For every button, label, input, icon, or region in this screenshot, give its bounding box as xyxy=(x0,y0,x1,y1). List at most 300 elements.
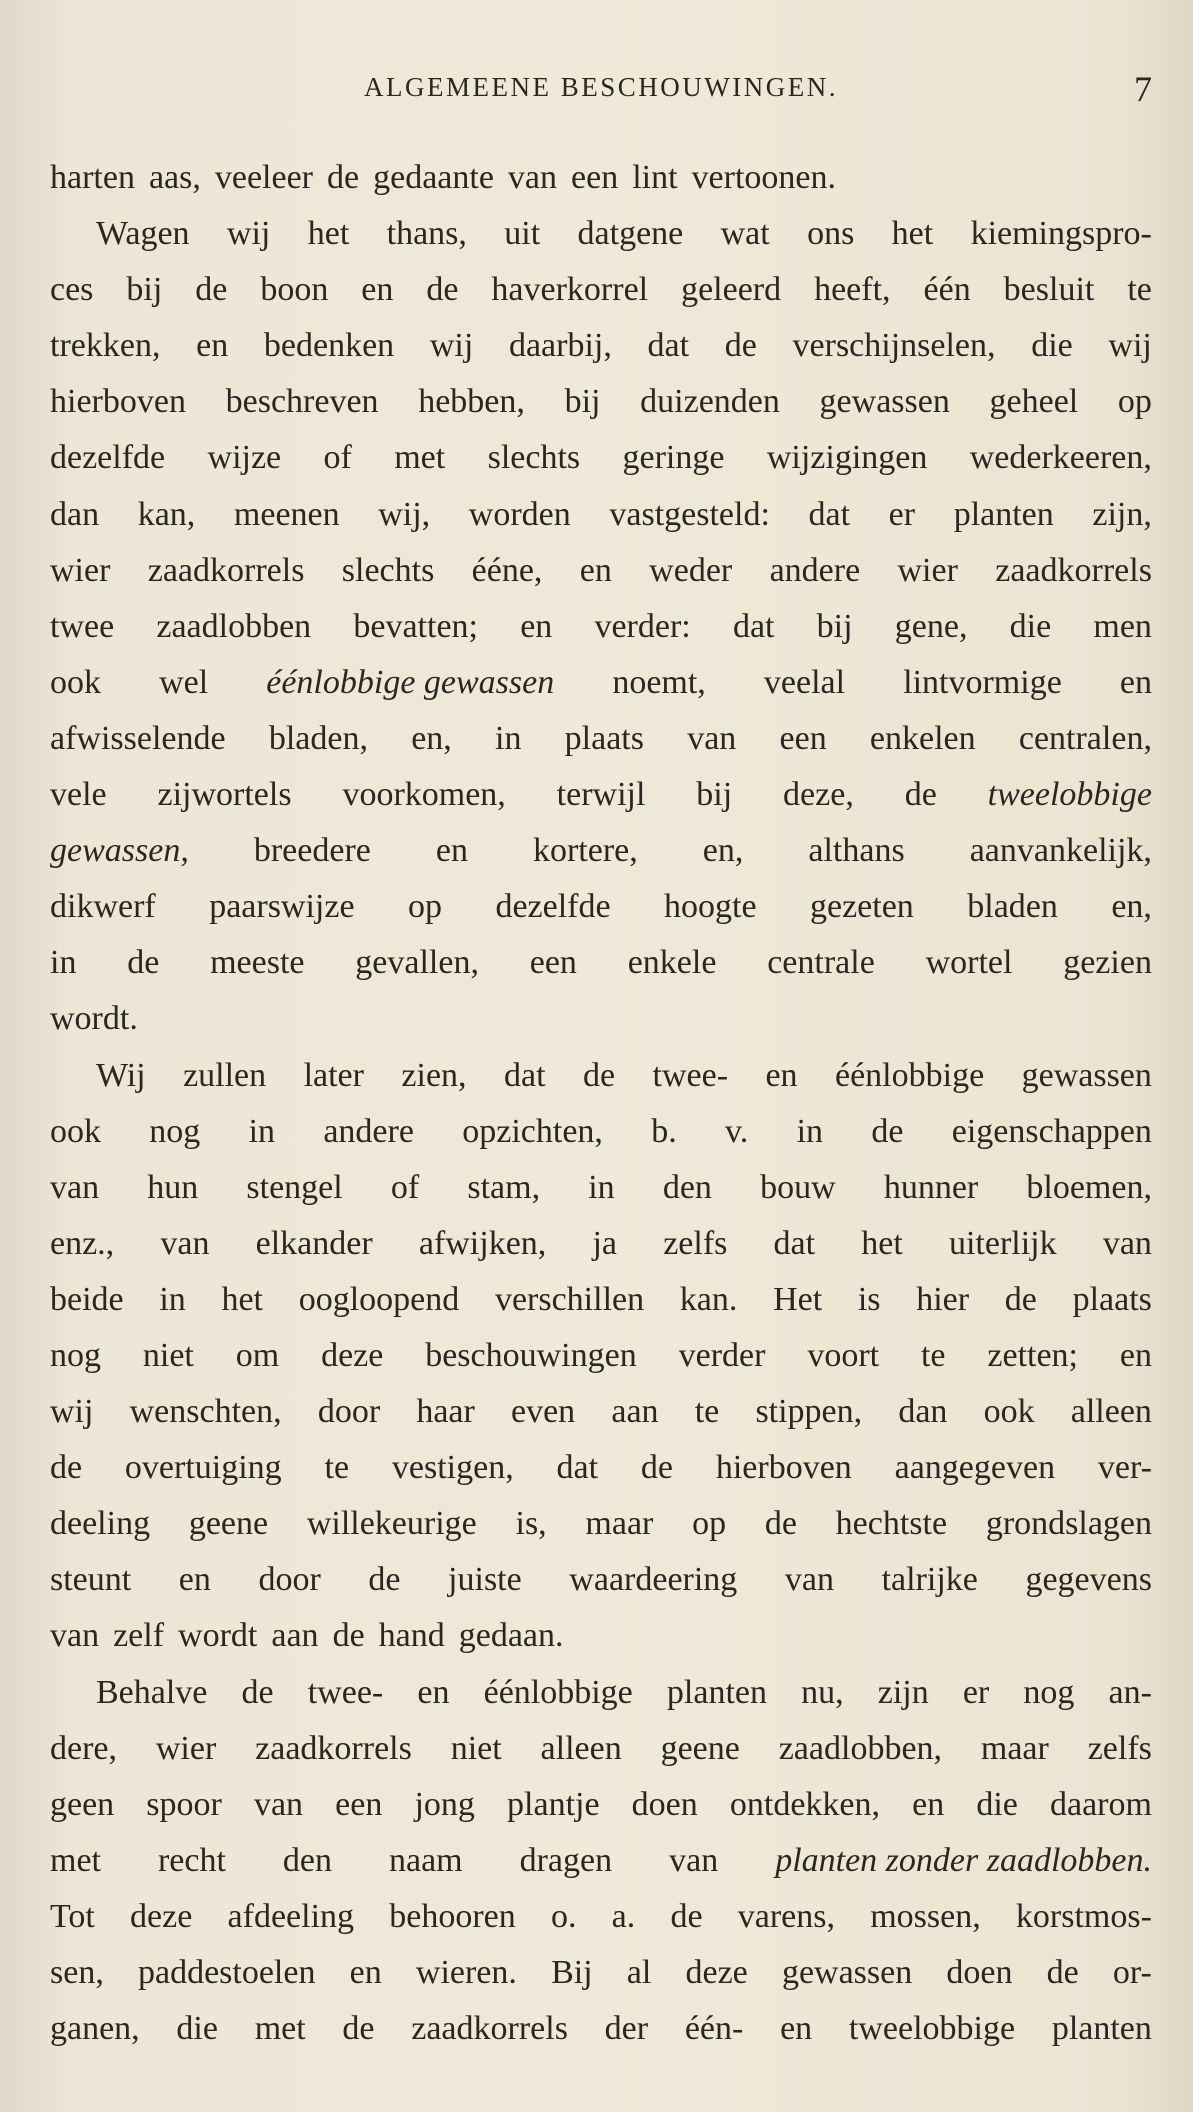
word: afdeeling xyxy=(227,1897,355,1935)
word: bouw xyxy=(760,1168,836,1206)
word: is xyxy=(857,1280,881,1318)
word: hierboven xyxy=(715,1449,852,1487)
word: en xyxy=(196,327,229,365)
word: enz., xyxy=(50,1224,115,1262)
word: spoor xyxy=(146,1785,222,1823)
word: geheel xyxy=(989,383,1079,421)
word: veelal xyxy=(763,663,846,701)
word: hunner xyxy=(883,1168,979,1206)
word: geene xyxy=(660,1729,740,1767)
text-line xyxy=(50,374,1152,430)
word: daarbij, xyxy=(508,327,612,365)
text-line xyxy=(50,430,1152,486)
word: stam, xyxy=(467,1168,541,1206)
text-line xyxy=(50,1945,1152,2001)
word: of xyxy=(323,439,352,477)
word: gewassen xyxy=(819,383,950,421)
word: die xyxy=(1009,607,1052,645)
text-line xyxy=(50,879,1152,935)
word: die xyxy=(976,1785,1018,1823)
word: terwijl xyxy=(556,776,646,814)
text-line xyxy=(50,1889,1152,1945)
text-line xyxy=(50,1608,1152,1664)
word: dat xyxy=(773,1224,816,1262)
word: en xyxy=(765,1056,798,1094)
word: bevatten; xyxy=(353,607,478,645)
word: haar xyxy=(416,1393,475,1431)
text-line xyxy=(50,599,1152,655)
word: wortel xyxy=(925,944,1013,982)
word: hun xyxy=(147,1168,199,1206)
word: steunt xyxy=(50,1561,132,1599)
word: van xyxy=(253,1785,304,1823)
word: bloemen, xyxy=(1026,1168,1152,1206)
word: de xyxy=(342,2010,375,2048)
word: wijzigingen xyxy=(766,439,928,477)
word: andere xyxy=(323,1112,414,1150)
word: wijze xyxy=(207,439,282,477)
word: haverkorrel xyxy=(491,271,649,309)
word: later xyxy=(303,1056,364,1094)
word: verschillen xyxy=(494,1280,645,1318)
word: wij, xyxy=(378,495,431,533)
word: het xyxy=(891,215,934,253)
word: ja xyxy=(592,1224,618,1262)
word: beschouwingen xyxy=(425,1336,637,1374)
word: wat xyxy=(720,215,770,253)
word: gene, xyxy=(894,607,968,645)
word: planten xyxy=(666,1673,767,1711)
word: talrijke xyxy=(881,1561,978,1599)
word: van xyxy=(160,1224,210,1262)
word: gewassen xyxy=(1021,1056,1152,1094)
word: slechts xyxy=(341,551,435,589)
word: de xyxy=(368,1561,401,1599)
word: en, xyxy=(411,719,452,757)
text-line xyxy=(50,1384,1152,1440)
text-line xyxy=(50,1552,1152,1608)
word: weder xyxy=(649,551,733,589)
word: op xyxy=(1117,383,1152,421)
word: an- xyxy=(1108,1673,1152,1711)
word: vastgesteld: xyxy=(609,495,770,533)
word: or- xyxy=(1112,1954,1152,1991)
word: dragen xyxy=(519,1841,613,1879)
word: zijwortels xyxy=(157,776,292,814)
word: nu, xyxy=(801,1673,844,1711)
word: gevallen, xyxy=(355,944,479,982)
word: vestigen, xyxy=(391,1449,514,1487)
word: wenschten, xyxy=(129,1393,282,1431)
word: dikwerf xyxy=(50,888,156,926)
word: van xyxy=(784,1561,834,1599)
word: Wagen xyxy=(96,215,190,253)
word: hechtste xyxy=(835,1505,948,1543)
word: nog xyxy=(149,1112,201,1150)
word: twee- xyxy=(652,1056,729,1094)
word: worden xyxy=(468,495,571,533)
word: planten xyxy=(953,495,1054,533)
word: de xyxy=(327,159,360,196)
word: te xyxy=(920,1336,946,1374)
word: in xyxy=(588,1168,615,1206)
word: zien, xyxy=(401,1056,467,1094)
word: behooren xyxy=(389,1897,516,1935)
word: of xyxy=(390,1168,420,1206)
word: het xyxy=(307,215,350,253)
word: beide xyxy=(50,1280,124,1318)
word: enkelen xyxy=(869,719,976,757)
word: een xyxy=(529,944,577,982)
word: hoogte xyxy=(664,888,757,926)
word: te xyxy=(694,1393,720,1431)
word: en xyxy=(1119,663,1152,701)
word: deze xyxy=(685,1954,748,1991)
text-line xyxy=(50,543,1152,599)
word: gedaante xyxy=(373,159,494,196)
text-line xyxy=(50,1665,1152,1721)
word: zaadkorrels xyxy=(255,1729,412,1767)
text-line xyxy=(50,935,1152,991)
word: met xyxy=(394,439,446,477)
word: veeleer xyxy=(214,159,314,196)
text-line xyxy=(50,1272,1152,1328)
word: aan xyxy=(611,1393,659,1431)
word: gezien xyxy=(1063,944,1152,982)
word: en xyxy=(435,832,468,870)
word: Wij xyxy=(96,1056,146,1094)
word: Behalve xyxy=(96,1673,208,1711)
word: vertoonen. xyxy=(691,159,836,196)
word: en, xyxy=(1111,888,1152,926)
word: voorkomen, xyxy=(342,776,506,814)
word: plaats xyxy=(564,719,644,757)
word: en xyxy=(780,2010,813,2048)
word: wel xyxy=(159,663,209,701)
word: zijn xyxy=(877,1673,929,1711)
text-line xyxy=(50,1048,1152,1104)
word: althans xyxy=(808,832,905,870)
word: aangegeven xyxy=(894,1449,1056,1487)
word: vele xyxy=(50,776,107,814)
word: plantje xyxy=(507,1785,600,1823)
word: van xyxy=(50,1168,100,1206)
word: en xyxy=(417,1673,450,1711)
word: zullen xyxy=(183,1056,267,1094)
word: dat xyxy=(808,495,851,533)
word: wieren. xyxy=(415,1954,517,1991)
word: juiste xyxy=(448,1561,522,1599)
word: boon xyxy=(260,271,329,309)
running-head xyxy=(50,68,1152,112)
word: centrale xyxy=(767,944,875,982)
word: deze xyxy=(321,1336,384,1374)
word: zelf xyxy=(113,1617,165,1655)
word: nog xyxy=(1023,1673,1075,1711)
word: de xyxy=(640,1449,673,1487)
word: doen xyxy=(946,1954,1013,1991)
word: dat xyxy=(504,1056,546,1094)
word: in xyxy=(796,1112,824,1150)
text-line xyxy=(50,487,1152,543)
word: door xyxy=(258,1561,321,1599)
word: en xyxy=(912,1785,945,1823)
word: aanvankelijk, xyxy=(969,832,1152,870)
word: enkele xyxy=(627,944,717,982)
word: ons xyxy=(807,215,855,253)
word: op xyxy=(692,1505,727,1543)
text-line xyxy=(50,1104,1152,1160)
word: verschijnselen, xyxy=(792,327,996,365)
word: het xyxy=(861,1224,903,1262)
word: voort xyxy=(807,1336,880,1374)
text-line xyxy=(50,318,1152,374)
word: hand xyxy=(378,1617,445,1655)
word: te xyxy=(324,1449,350,1487)
word: thans, xyxy=(386,215,467,253)
word: wordt xyxy=(178,1617,258,1655)
word: beschreven xyxy=(225,383,379,421)
word: zaadkorrels xyxy=(411,2010,568,2048)
word: de xyxy=(1004,1280,1037,1318)
word: bladen, xyxy=(268,719,368,757)
text-line xyxy=(50,2001,1152,2057)
word: gegevens xyxy=(1025,1561,1152,1599)
word: zijn, xyxy=(1092,495,1152,533)
text-line xyxy=(50,206,1152,262)
word: al xyxy=(626,1954,652,1991)
word: eigenschappen xyxy=(951,1112,1152,1150)
word: bedenken xyxy=(263,327,395,365)
word: ver- xyxy=(1097,1449,1152,1487)
word: andere xyxy=(769,551,861,589)
word: plaats xyxy=(1072,1280,1152,1318)
word: ganen, xyxy=(50,2010,140,2048)
word: die xyxy=(176,2010,218,2048)
word: de xyxy=(724,327,757,365)
word: even xyxy=(511,1393,576,1431)
word: en xyxy=(349,1954,382,1991)
word: kortere, xyxy=(532,832,638,870)
word: hebben, xyxy=(418,383,525,421)
word: de xyxy=(871,1112,904,1150)
word: grondslagen xyxy=(985,1505,1152,1543)
word: de xyxy=(904,776,937,814)
word: hierboven xyxy=(50,383,186,421)
word: centralen, xyxy=(1018,719,1152,757)
word: o. xyxy=(550,1897,577,1935)
word: geen xyxy=(50,1785,115,1823)
word: afwijken, xyxy=(418,1224,547,1262)
word: mossen, xyxy=(870,1897,981,1935)
word: lintvormige xyxy=(903,663,1062,701)
word: afwisselende xyxy=(50,719,226,757)
word: dat xyxy=(556,1449,599,1487)
word: willekeurige xyxy=(306,1505,477,1543)
italic-term: planten zonder zaadlobben. xyxy=(775,1841,1152,1879)
word: de xyxy=(582,1056,616,1094)
word: dezelfde xyxy=(495,888,611,926)
word: Het xyxy=(773,1280,823,1318)
word: één- xyxy=(684,2010,744,2048)
word: stippen, xyxy=(755,1393,863,1431)
word: maar xyxy=(585,1505,654,1543)
word: zaadlobben xyxy=(156,607,312,645)
word: kan, xyxy=(137,495,196,533)
word: wier xyxy=(50,551,111,589)
word: den xyxy=(662,1168,712,1206)
word: de xyxy=(241,1673,274,1711)
word: planten xyxy=(1051,2010,1152,2048)
word: paddestoelen xyxy=(137,1954,316,1991)
word: van xyxy=(507,159,558,196)
word: ook xyxy=(983,1393,1035,1431)
text-line xyxy=(50,767,1152,823)
word: die xyxy=(1031,327,1073,365)
word: de xyxy=(1046,1954,1079,1991)
word: bladen xyxy=(967,888,1058,926)
word: slechts xyxy=(487,439,581,477)
page-number: 7 xyxy=(1134,69,1152,109)
word: éénlobbige xyxy=(483,1673,633,1711)
word: uiterlijk xyxy=(948,1224,1057,1262)
word: en xyxy=(361,271,394,309)
word: dan xyxy=(50,495,100,533)
word: het xyxy=(221,1280,264,1318)
word: maar xyxy=(980,1729,1049,1767)
word: den xyxy=(282,1841,332,1879)
word: alleen xyxy=(540,1729,622,1767)
word: deze, xyxy=(783,776,854,814)
italic-term: éénlobbige gewassen xyxy=(266,663,555,701)
word: bij xyxy=(816,607,853,645)
word: een xyxy=(571,159,619,196)
word: zelfs xyxy=(663,1224,728,1262)
word: varens, xyxy=(737,1897,835,1935)
body-text xyxy=(50,150,1152,2057)
word: a. xyxy=(611,1897,636,1935)
word: van xyxy=(687,719,737,757)
word: Tot xyxy=(50,1897,95,1935)
word: uit xyxy=(504,215,541,253)
text-line xyxy=(50,711,1152,767)
word: wij xyxy=(1108,327,1152,365)
word: daarom xyxy=(1049,1785,1152,1823)
word: ontdekken, xyxy=(729,1785,881,1823)
word: is, xyxy=(515,1505,547,1543)
word: dere, xyxy=(50,1729,118,1767)
word: wij xyxy=(50,1393,94,1431)
word: jong xyxy=(414,1785,475,1823)
word: heeft, xyxy=(814,271,891,309)
word: verder xyxy=(678,1336,766,1374)
word: de xyxy=(127,944,160,982)
word: de xyxy=(332,1617,365,1655)
text-line xyxy=(50,150,1152,206)
word: de xyxy=(426,271,459,309)
italic-term: gewassen, xyxy=(50,832,189,870)
word: doen xyxy=(631,1785,698,1823)
word: hier xyxy=(916,1280,970,1318)
italic-term: tweelobbige xyxy=(987,776,1152,814)
word: deze xyxy=(130,1897,193,1935)
word: er xyxy=(962,1673,990,1711)
word: zaadlobben, xyxy=(778,1729,943,1767)
word: aas, xyxy=(148,159,201,196)
word: alleen xyxy=(1070,1393,1152,1431)
word: verder: xyxy=(594,607,691,645)
word: paarswijze xyxy=(209,888,355,926)
word: bij xyxy=(564,383,601,421)
word: v. xyxy=(725,1112,749,1150)
word: met xyxy=(254,2010,306,2048)
word: wederkeeren, xyxy=(969,439,1152,477)
word: trekken, xyxy=(50,327,161,365)
word: twee- xyxy=(307,1673,384,1711)
word: Bij xyxy=(551,1954,593,1991)
word: lint xyxy=(632,159,678,196)
word: in xyxy=(495,719,522,757)
word: ces xyxy=(50,271,94,309)
word: kan. xyxy=(679,1280,738,1318)
word: elkander xyxy=(255,1224,373,1262)
text-line xyxy=(50,1328,1152,1384)
word: bij xyxy=(696,776,733,814)
text-line xyxy=(50,262,1152,318)
word: aan xyxy=(271,1617,319,1655)
word: éénlobbige xyxy=(835,1056,985,1094)
word: en xyxy=(178,1561,211,1599)
word: breedere xyxy=(253,832,371,870)
word: van xyxy=(1102,1224,1152,1262)
word: geringe xyxy=(622,439,725,477)
word: één xyxy=(923,271,971,309)
text-line xyxy=(50,1440,1152,1496)
word: men xyxy=(1093,607,1152,645)
word: korstmos- xyxy=(1015,1897,1152,1935)
word: wier xyxy=(155,1729,217,1767)
word: te xyxy=(1127,271,1152,309)
word: zetten; xyxy=(987,1336,1079,1374)
text-line xyxy=(50,655,1152,711)
text-line xyxy=(50,1160,1152,1216)
word: noemt, xyxy=(612,663,706,701)
word: opzichten, xyxy=(462,1112,603,1150)
word: in xyxy=(248,1112,276,1150)
word: meeste xyxy=(210,944,305,982)
word: der xyxy=(604,2010,649,2048)
text-line xyxy=(50,1833,1152,1889)
word: een xyxy=(779,719,827,757)
word: dezelfde xyxy=(50,439,166,477)
word: b. xyxy=(651,1112,677,1150)
word: er xyxy=(888,495,916,533)
word: door xyxy=(317,1393,381,1431)
word: stengel xyxy=(246,1168,343,1206)
text-line xyxy=(50,1496,1152,1552)
word: wordt. xyxy=(50,1000,138,1038)
word: wij xyxy=(226,215,271,253)
word: waardeering xyxy=(569,1561,738,1599)
word: dat xyxy=(732,607,775,645)
word: dan xyxy=(898,1393,948,1431)
word: zelfs xyxy=(1087,1729,1152,1767)
word: kiemingspro- xyxy=(970,215,1152,253)
word: en xyxy=(520,607,553,645)
word: gewassen xyxy=(781,1954,913,1991)
word: niet xyxy=(142,1336,194,1374)
word: wier xyxy=(897,551,958,589)
